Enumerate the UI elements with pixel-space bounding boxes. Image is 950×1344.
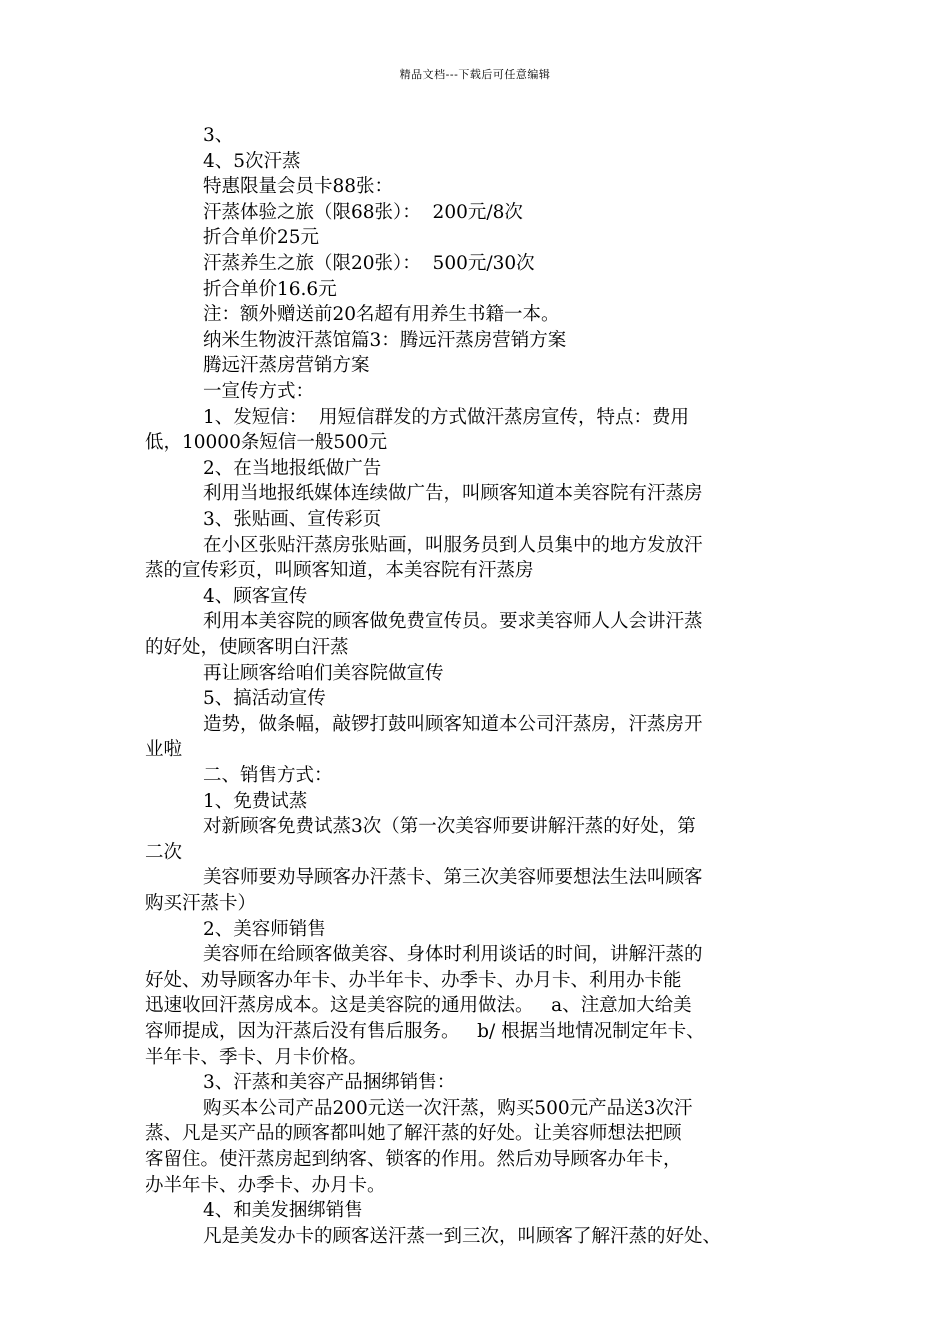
text-line: 对新顾客免费试蒸3次（第一次美容师要讲解汗蒸的好处，第 bbox=[203, 816, 696, 838]
text-line: 4、顾客宣传 bbox=[203, 585, 308, 607]
text-line: 折合单价25元 bbox=[203, 227, 320, 249]
text-line: 特惠限量会员卡88张： bbox=[203, 176, 394, 198]
text-line: 好处、劝导顾客办年卡、办半年卡、办季卡、办月卡、利用办卡能 bbox=[145, 969, 682, 991]
text-line: 迅速收回汗蒸房成本。这是美容院的通用做法。 a、注意加大给美 bbox=[145, 995, 692, 1017]
text-line: 半年卡、季卡、月卡价格。 bbox=[145, 1046, 368, 1068]
text-line: 美容师要劝导顾客办汗蒸卡、第三次美容师要想法生法叫顾客 bbox=[203, 867, 703, 889]
text-line: 购买本公司产品200元送一次汗蒸，购买500元产品送3次汗 bbox=[203, 1097, 693, 1119]
text-line: 客留住。使汗蒸房起到纳客、锁客的作用。然后劝导顾客办年卡， bbox=[145, 1149, 682, 1170]
text-line: 美容师在给顾客做美容、身体时利用谈话的时间，讲解汗蒸的 bbox=[203, 944, 703, 966]
text-line: 凡是美发办卡的顾客送汗蒸一到三次，叫顾客了解汗蒸的好处、 bbox=[203, 1225, 722, 1247]
text-line: 4、和美发捆绑销售 bbox=[203, 1200, 363, 1222]
text-line: 办半年卡、办季卡、办月卡。 bbox=[145, 1174, 386, 1196]
text-line: 造势，做条幅，敲锣打鼓叫顾客知道本公司汗蒸房，汗蒸房开 bbox=[203, 713, 703, 735]
section-title: 纳米生物波汗蒸馆篇3：腾远汗蒸房营销方案 bbox=[203, 329, 567, 351]
text-line: 购买汗蒸卡） bbox=[145, 893, 257, 914]
text-line: 5、搞活动宣传 bbox=[203, 688, 326, 710]
text-line: 汗蒸养生之旅（限20张）： 500元/30次 bbox=[203, 253, 535, 274]
text-line: 蒸的宣传彩页，叫顾客知道，本美容院有汗蒸房 bbox=[145, 560, 534, 582]
text-line: 3、张贴画、宣传彩页 bbox=[203, 509, 382, 530]
text-line: 再让顾客给咱们美容院做宣传 bbox=[203, 662, 444, 684]
page-header: 精品文档---下载后可任意编辑 bbox=[399, 68, 551, 81]
text-line: 注：额外赠送前20名超有用养生书籍一本。 bbox=[203, 304, 560, 326]
section-title: 腾远汗蒸房营销方案 bbox=[203, 355, 370, 377]
text-line: 汗蒸体验之旅（限68张）： 200元/8次 bbox=[203, 201, 523, 223]
text-line: 折合单价16.6元 bbox=[203, 278, 337, 300]
text-line: 蒸、凡是买产品的顾客都叫她了解汗蒸的好处。让美容师想法把顾 bbox=[145, 1123, 682, 1145]
text-line: 的好处，使顾客明白汗蒸 bbox=[145, 637, 349, 658]
document-body bbox=[0, 124, 950, 1334]
text-line: 1、发短信： 用短信群发的方式做汗蒸房宣传，特点：费用 bbox=[203, 406, 690, 428]
text-line: 4、5次汗蒸 bbox=[203, 150, 301, 172]
text-line: 利用本美容院的顾客做免费宣传员。要求美容师人人会讲汗蒸 bbox=[203, 611, 703, 633]
text-line: 1、免费试蒸 bbox=[203, 790, 308, 812]
text-line: 容师提成，因为汗蒸后没有售后服务。 b/ 根据当地情况制定年卡、 bbox=[145, 1021, 705, 1042]
text-line: 在小区张贴汗蒸房张贴画，叫服务员到人员集中的地方发放汗 bbox=[203, 534, 703, 556]
heading: 一宣传方式： bbox=[203, 381, 315, 402]
text-line: 2、在当地报纸做广告 bbox=[203, 457, 382, 479]
heading: 二、销售方式： bbox=[203, 765, 333, 786]
text-line: 3、汗蒸和美容产品捆绑销售： bbox=[203, 1072, 456, 1094]
text-line: 3、 bbox=[203, 125, 234, 146]
text-line: 业啦 bbox=[145, 739, 183, 761]
text-line: 低，10000条短信一般500元 bbox=[145, 432, 388, 454]
text-line: 2、美容师销售 bbox=[203, 918, 326, 940]
text-line: 利用当地报纸媒体连续做广告，叫顾客知道本美容院有汗蒸房 bbox=[203, 483, 703, 505]
text-line: 二次 bbox=[145, 841, 183, 863]
